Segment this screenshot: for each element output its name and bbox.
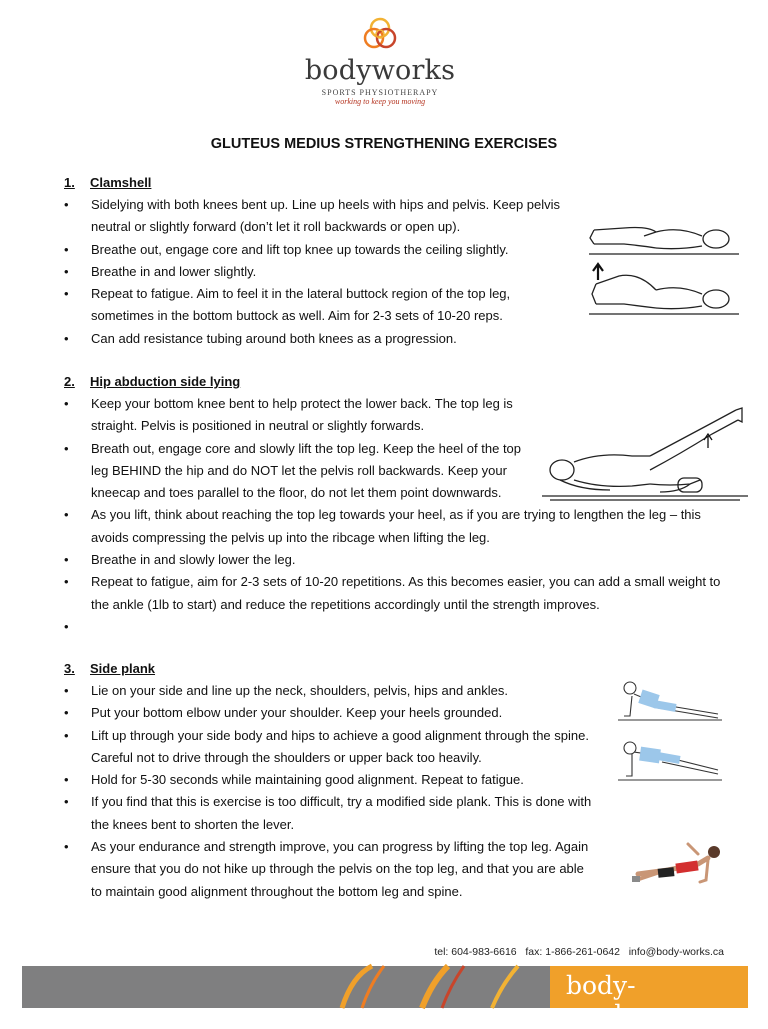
side-plank-illustration-1 (618, 676, 724, 724)
section-title: Side plank (90, 661, 156, 676)
list-item: • Breathe in and lower slightly. (64, 261, 564, 283)
list-item: • Can add resistance tubing around both knees as a progression. (64, 328, 564, 350)
list-item: • Sidelying with both knees bent up. Line up heels with hips and pelvis. Keep pelvis neutral or slightly forward (don’t let it roll backwards or open up). (64, 194, 564, 239)
footer-swirl-decoration (322, 966, 542, 1008)
brand-subtitle: SPORTS PHYSIOTHERAPY (321, 88, 439, 97)
section-title: Hip abduction side lying (90, 374, 241, 389)
list-item: • As your endurance and strength improve, you can progress by lifting the top leg. Again ensure that you do not hike up through the pelvis on the top leg, and that you are able to maintain good alignment throughout the bottom leg and spine. (64, 836, 594, 903)
footer-contact: tel: 604-983-6616 fax: 1-866-261-0642 info@body-works.ca (434, 946, 724, 958)
section-heading (64, 172, 564, 194)
arrow-up-icon (593, 264, 603, 280)
list-item: • Breath out, engage core and slowly lift the top leg. Keep the heel of the top leg BEHIND the hip and do NOT let the pelvis roll backwards. Keep your kneecap and toes parallel to the floor, do not let them point downwards. (64, 438, 524, 505)
clamshell-illustration (584, 196, 744, 326)
section-heading (64, 371, 724, 393)
brand-name: bodyworks (304, 55, 456, 86)
list-item: • Breathe out, engage core and lift top knee up towards the ceiling slightly. (64, 239, 564, 261)
section-heading (64, 658, 594, 680)
list-item: • Repeat to fatigue, aim for 2-3 sets of 10-20 repetitions. As this becomes easier, you can add a small weight to the ankle (1lb to start) and reduce the repetitions accordingly until the strength improves. (64, 571, 724, 616)
section-number: 3. (64, 661, 75, 676)
side-plank-photo (628, 840, 728, 892)
footer-bar (22, 966, 748, 1029)
list-item: • Lie on your side and line up the neck, shoulders, pelvis, hips and ankles. (64, 680, 594, 702)
instruction-list (64, 680, 594, 903)
brand-tagline: working to keep you moving (334, 97, 426, 106)
section-title: Clamshell (90, 175, 152, 190)
page-title: GLUTEUS MEDIUS STRENGTHENING EXERCISES (210, 136, 558, 152)
list-item (64, 616, 724, 638)
footer-url[interactable]: body-works.ca (566, 971, 680, 1029)
list-item: • Breathe in and slowly lower the leg. (64, 549, 724, 571)
list-item: • Repeat to fatigue. Aim to feel it in the lateral buttock region of the top leg, sometimes in the bottom buttock as well. Aim for 2-3 sets of 10-20 reps. (64, 283, 564, 328)
side-plank-illustration-2 (618, 736, 724, 784)
list-item: • Lift up through your side body and hips to achieve a good alignment through the spine. Careful not to drive through the shoulders or upper back too heavily. (64, 725, 594, 770)
instruction-list (64, 194, 564, 350)
list-item: • As you lift, think about reaching the top leg towards your heel, as if you are trying to lengthen the leg – this avoids compressing the pelvis up into the ribcage when lifting the leg. (64, 504, 724, 549)
section-number: 1. (64, 175, 75, 190)
section-side-plank (64, 658, 594, 903)
instruction-list (64, 393, 524, 504)
section-clamshell (64, 172, 564, 350)
logo-rings-icon (360, 14, 400, 54)
list-item: • If you find that this is exercise is too difficult, try a modified side plank. This is done with the knees bent to shorten the lever. (64, 791, 594, 836)
section-number: 2. (64, 374, 75, 389)
list-item: • Put your bottom elbow under your shoulder. Keep your heels grounded. (64, 702, 594, 724)
list-item: • Keep your bottom knee bent to help protect the lower back. The top leg is straight. Pelvis is positioned in neutral or slightly forwards. (64, 393, 524, 438)
company-logo (300, 8, 460, 123)
list-item: • Hold for 5-30 seconds while maintaining good alignment. Repeat to fatigue. (64, 769, 594, 791)
instruction-list (64, 504, 724, 637)
hip-abduction-illustration (540, 400, 750, 505)
footer-url-banner (550, 966, 748, 1029)
